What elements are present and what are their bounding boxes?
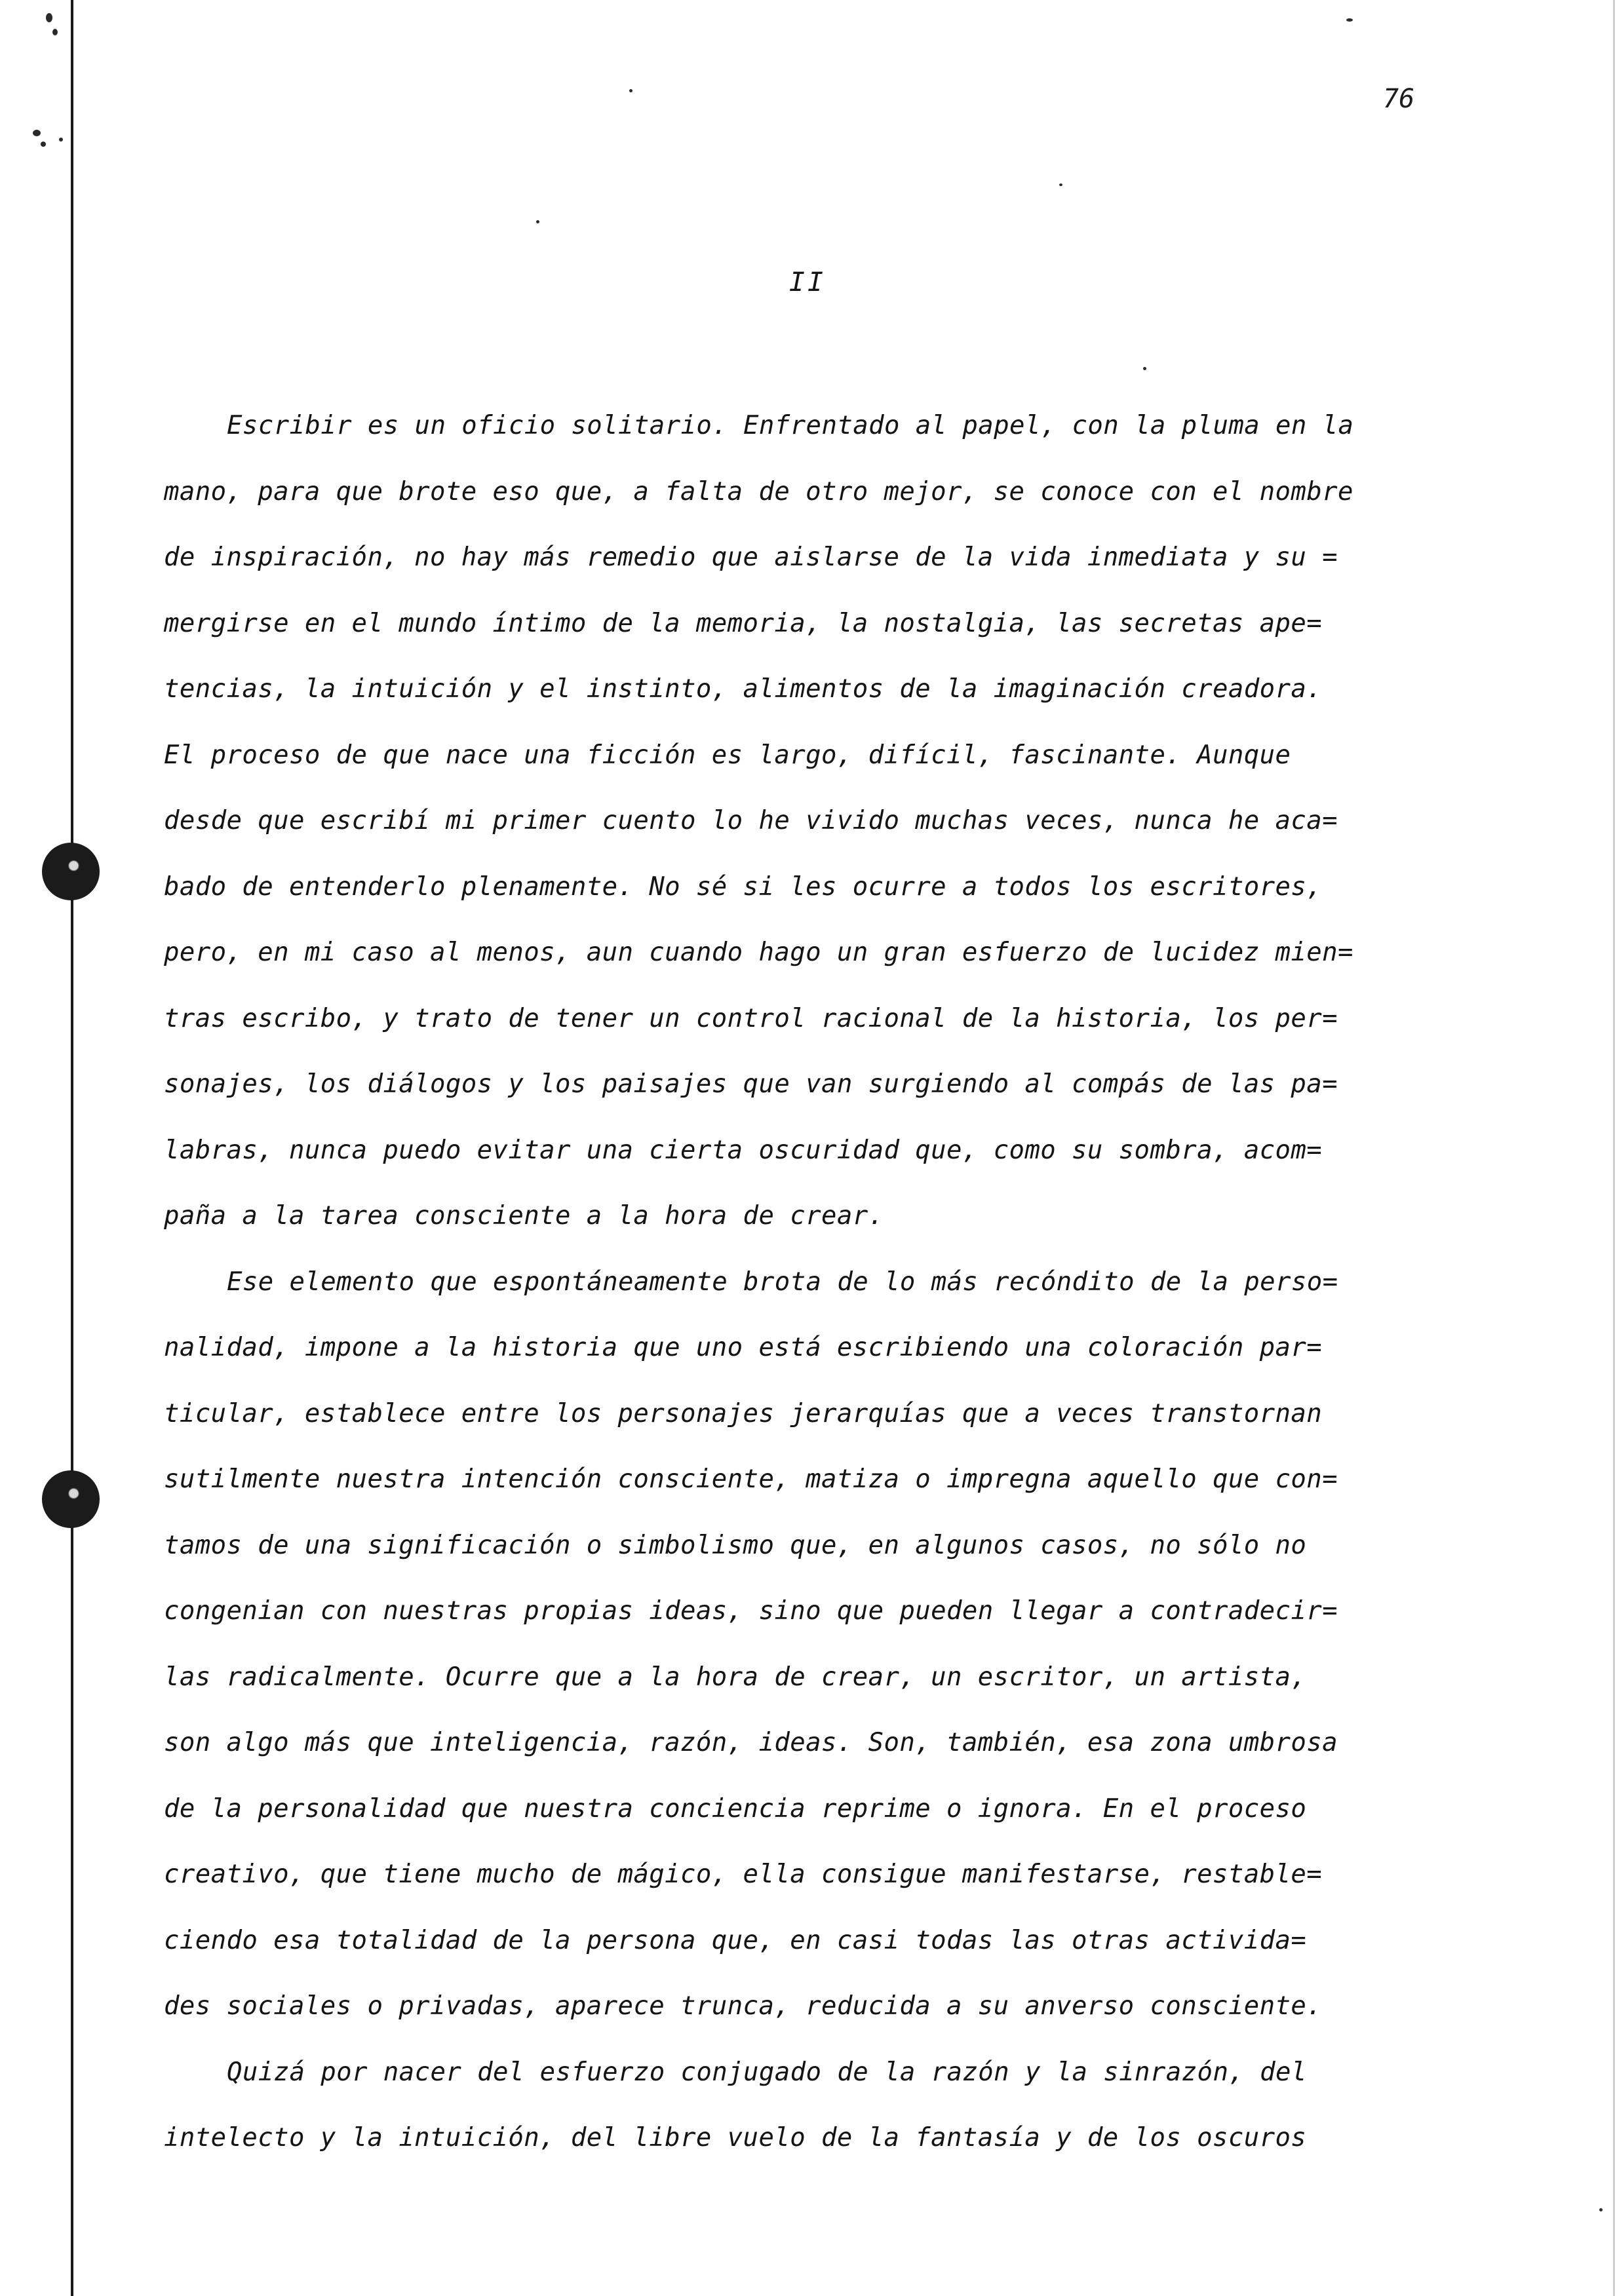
text-line: tencias, la intuición y el instinto, alimentos de la imaginación creadora.	[164, 674, 1323, 704]
text-line: Escribir es un oficio solitario. Enfrentado al papel, con la pluma en la	[227, 411, 1354, 440]
text-line: de inspiración, no hay más remedio que aislarse de la vida inmediata y su =	[164, 543, 1338, 572]
text-line: las radicalmente. Ocurre que a la hora de crear, un escritor, un artista,	[164, 1662, 1307, 1692]
text-line: Ese elemento que espontáneamente brota de lo más recóndito de la perso=	[227, 1267, 1338, 1297]
scan-speck	[33, 130, 41, 136]
text-line: labras, nunca puedo evitar una cierta oscuridad que, como su sombra, acom=	[164, 1135, 1323, 1165]
body-text	[164, 393, 1475, 2172]
text-line: paña a la tarea consciente a la hora de crear.	[164, 1201, 884, 1231]
page-number: 76	[1383, 84, 1415, 114]
text-line: tras escribo, y trato de tener un control racional de la historia, los per=	[164, 1003, 1338, 1033]
scan-speck	[46, 13, 52, 22]
scan-speck	[52, 29, 58, 35]
scan-speck	[1143, 367, 1146, 370]
scan-speck	[1346, 18, 1353, 22]
scan-speck	[41, 142, 46, 147]
scan-speck	[1059, 183, 1062, 186]
text-line: Quizá por nacer del esfuerzo conjugado de la razón y la sinrazón, del	[227, 2057, 1307, 2087]
scan-speck	[536, 220, 539, 223]
text-line: creativo, que tiene mucho de mágico, ella consigue manifestarse, restable=	[164, 1860, 1323, 1889]
text-line: ciendo esa totalidad de la persona que, en casi todas las otras activida=	[164, 1925, 1307, 1955]
text-line: mergirse en el mundo íntimo de la memoria, la nostalgia, las secretas ape=	[164, 608, 1323, 638]
text-line: son algo más que inteligencia, razón, ideas. Son, también, esa zona umbrosa	[164, 1728, 1338, 1757]
text-line: desde que escribí mi primer cuento lo he vivido muchas veces, nunca he aca=	[164, 806, 1338, 835]
left-margin-rule	[71, 0, 73, 2296]
text-line: bado de entenderlo plenamente. No sé si les ocurre a todos los escritores,	[164, 871, 1323, 902]
text-line: tamos de una significación o simbolismo que, en algunos casos, no sólo no	[164, 1530, 1307, 1560]
chapter-heading: II	[788, 267, 827, 297]
text-line: sonajes, los diálogos y los paisajes que van surgiendo al compás de las pa=	[164, 1069, 1338, 1099]
text-line: intelecto y la intuición, del libre vuelo de la fantasía y de los oscuros	[164, 2123, 1307, 2152]
text-line: ticular, establece entre los personajes jerarquías que a veces transtornan	[164, 1398, 1323, 1428]
text-line: sutilmente nuestra intención consciente, matiza o impregna aquello que con=	[164, 1464, 1338, 1494]
text-line: des sociales o privadas, aparece trunca, reducida a su anverso consciente.	[164, 1991, 1323, 2021]
scan-speck	[629, 89, 632, 92]
scan-speck	[59, 138, 63, 142]
text-line: de la personalidad que nuestra conciencia reprime o ignora. En el proceso	[164, 1793, 1307, 1824]
text-line: El proceso de que nace una ficción es largo, difícil, fascinante. Aunque	[164, 740, 1291, 770]
scan-speck	[1599, 2208, 1603, 2211]
text-line: nalidad, impone a la historia que uno está escribiendo una coloración par=	[164, 1333, 1323, 1362]
binder-hole	[42, 843, 100, 900]
text-line: mano, para que brote eso que, a falta de otro mejor, se conoce con el nombre	[164, 476, 1353, 507]
text-line: congenian con nuestras propias ideas, sino que pueden llegar a contradecir=	[164, 1596, 1338, 1626]
binder-hole	[42, 1470, 100, 1528]
text-line: pero, en mi caso al menos, aun cuando hago un gran esfuerzo de lucidez mien=	[164, 938, 1353, 967]
